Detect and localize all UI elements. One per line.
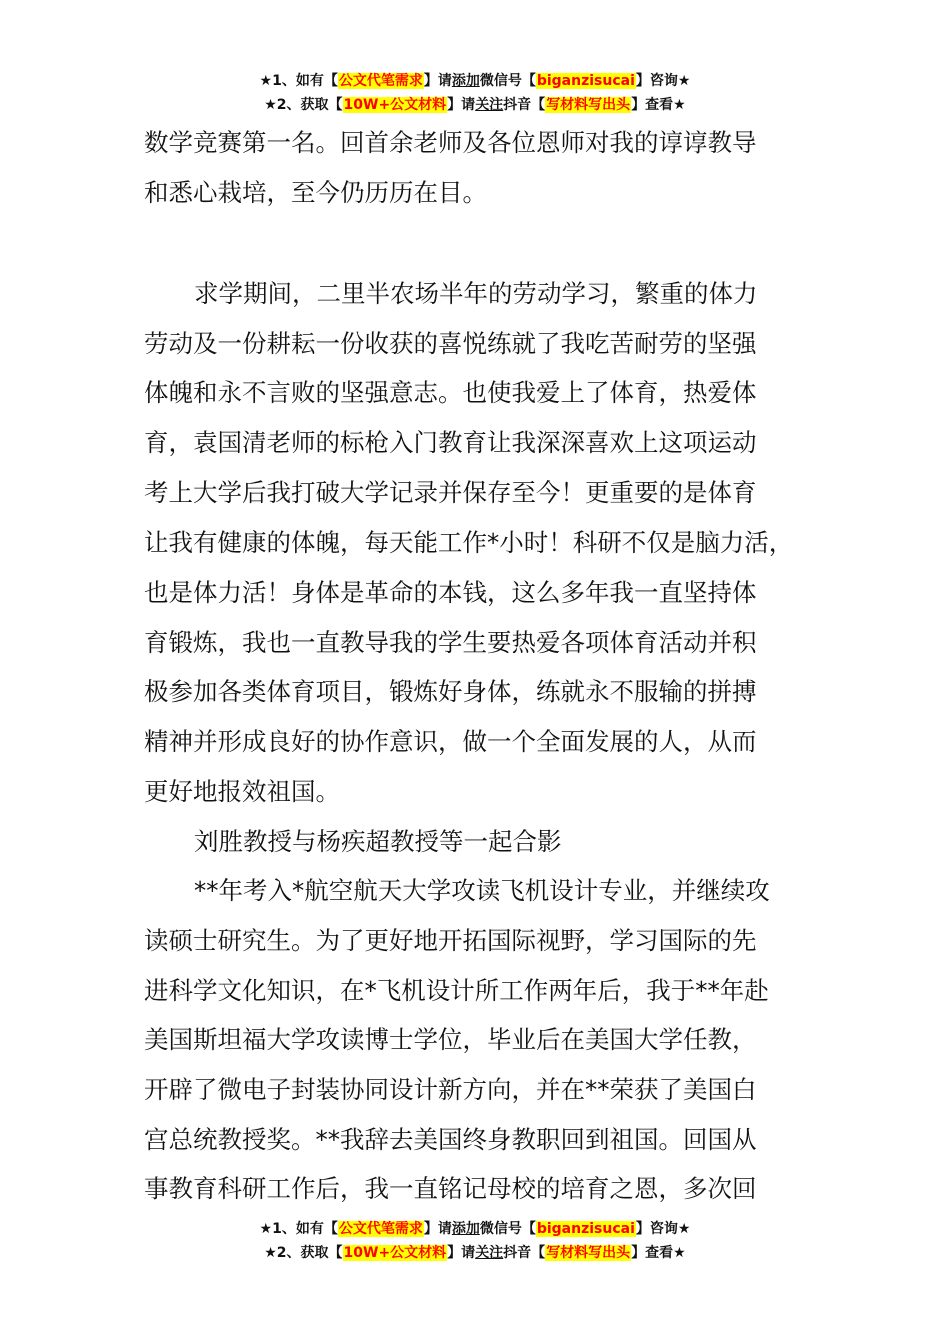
text-line: 求学期间，二里半农场半年的劳动学习，繁重的体力: [194, 279, 758, 308]
banner-highlight: 10W+公文材料: [343, 97, 447, 113]
text-line: 育，袁国清老师的标枪入门教育让我深深喜欢上这项运动: [144, 428, 757, 457]
text-line: 和悉心栽培，至今仍历历在目。: [144, 178, 487, 207]
text-line: 宫总统教授奖。**我辞去美国终身教职回到祖国。回国从: [144, 1125, 757, 1154]
text-line: 进科学文化知识，在*飞机设计所工作两年后，我于**年赴: [144, 976, 769, 1005]
text-line: 事教育科研工作后，我一直铭记母校的培育之恩，多次回: [144, 1174, 757, 1203]
banner-highlight: 公文代笔需求: [338, 1221, 423, 1237]
banner-highlight: biganzisucai: [536, 1221, 635, 1237]
header-banner: [0, 70, 950, 118]
footer-banner: [0, 1218, 950, 1266]
text-line: 劳动及一份耕耘一份收获的喜悦练就了我吃苦耐劳的坚强: [144, 329, 757, 358]
text-line: 美国斯坦福大学攻读博士学位，毕业后在美国大学任教，: [144, 1025, 757, 1054]
banner-highlight: 公文代笔需求: [338, 73, 423, 89]
text-line: 也是体力活！身体是革命的本钱，这么多年我一直坚持体: [144, 578, 757, 607]
text-line: 开辟了微电子封装协同设计新方向，并在**荣获了美国白: [144, 1075, 757, 1104]
text-line: **年考入*航空航天大学攻读飞机设计专业，并继续攻: [194, 876, 770, 905]
banner-line-1: ★1、如有【公文代笔需求】请添加微信号【biganzisucai】咨询★: [259, 73, 691, 89]
banner-line-1: ★1、如有【公文代笔需求】请添加微信号【biganzisucai】咨询★: [259, 1221, 691, 1237]
banner-highlight: 写材料写出头: [546, 97, 631, 113]
banner-highlight: 10W+公文材料: [343, 1245, 447, 1261]
banner-highlight: biganzisucai: [536, 73, 635, 89]
text-line: 育锻炼，我也一直教导我的学生要热爱各项体育活动并积: [144, 628, 757, 657]
text-line: 让我有健康的体魄，每天能工作*小时！科研不仅是脑力活，: [144, 528, 794, 557]
text-line: 极参加各类体育项目，锻炼好身体，练就永不服输的拼搏: [144, 677, 757, 706]
photo-caption: 刘胜教授与杨疾超教授等一起合影: [194, 827, 562, 856]
banner-line-2: ★2、获取【10W+公文材料】请关注抖音【写材料写出头】查看★: [264, 1245, 686, 1261]
text-line: 精神并形成良好的协作意识，做一个全面发展的人，从而: [144, 727, 757, 756]
text-line: 读硕士研究生。为了更好地开拓国际视野，学习国际的先: [144, 926, 757, 955]
banner-line-2: ★2、获取【10W+公文材料】请关注抖音【写材料写出头】查看★: [264, 97, 686, 113]
text-line: 体魄和永不言败的坚强意志。也使我爱上了体育，热爱体: [144, 378, 757, 407]
text-line: 数学竞赛第一名。回首余老师及各位恩师对我的谆谆教导: [144, 128, 757, 157]
text-line: 考上大学后我打破大学记录并保存至今！更重要的是体育: [144, 478, 757, 507]
banner-highlight: 写材料写出头: [546, 1245, 631, 1261]
text-line: 更好地报效祖国。: [144, 777, 340, 806]
